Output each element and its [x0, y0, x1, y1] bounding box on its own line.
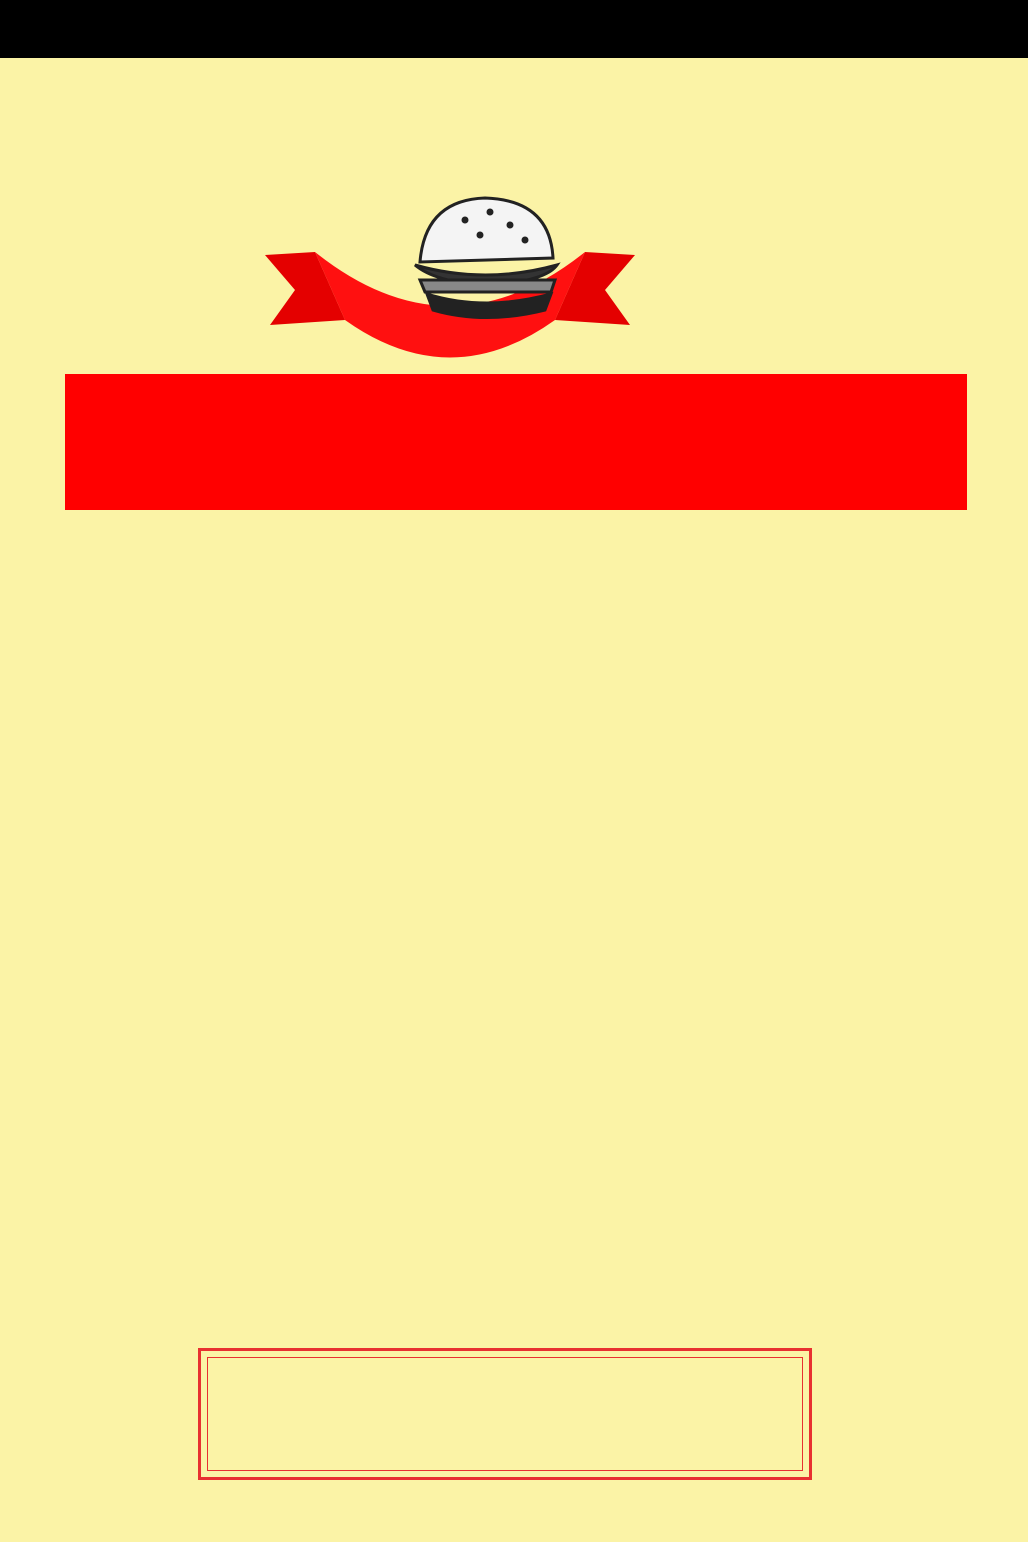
slogan-line1 — [648, 259, 658, 262]
burger-banner — [255, 190, 645, 370]
paypal-header — [0, 0, 1028, 58]
dips-inner-border — [207, 1357, 803, 1471]
options-box — [65, 374, 967, 510]
burger-slogan — [648, 259, 658, 262]
burger-icon — [415, 198, 557, 318]
slogan-line2 — [648, 259, 658, 262]
dips-box — [198, 1348, 812, 1480]
